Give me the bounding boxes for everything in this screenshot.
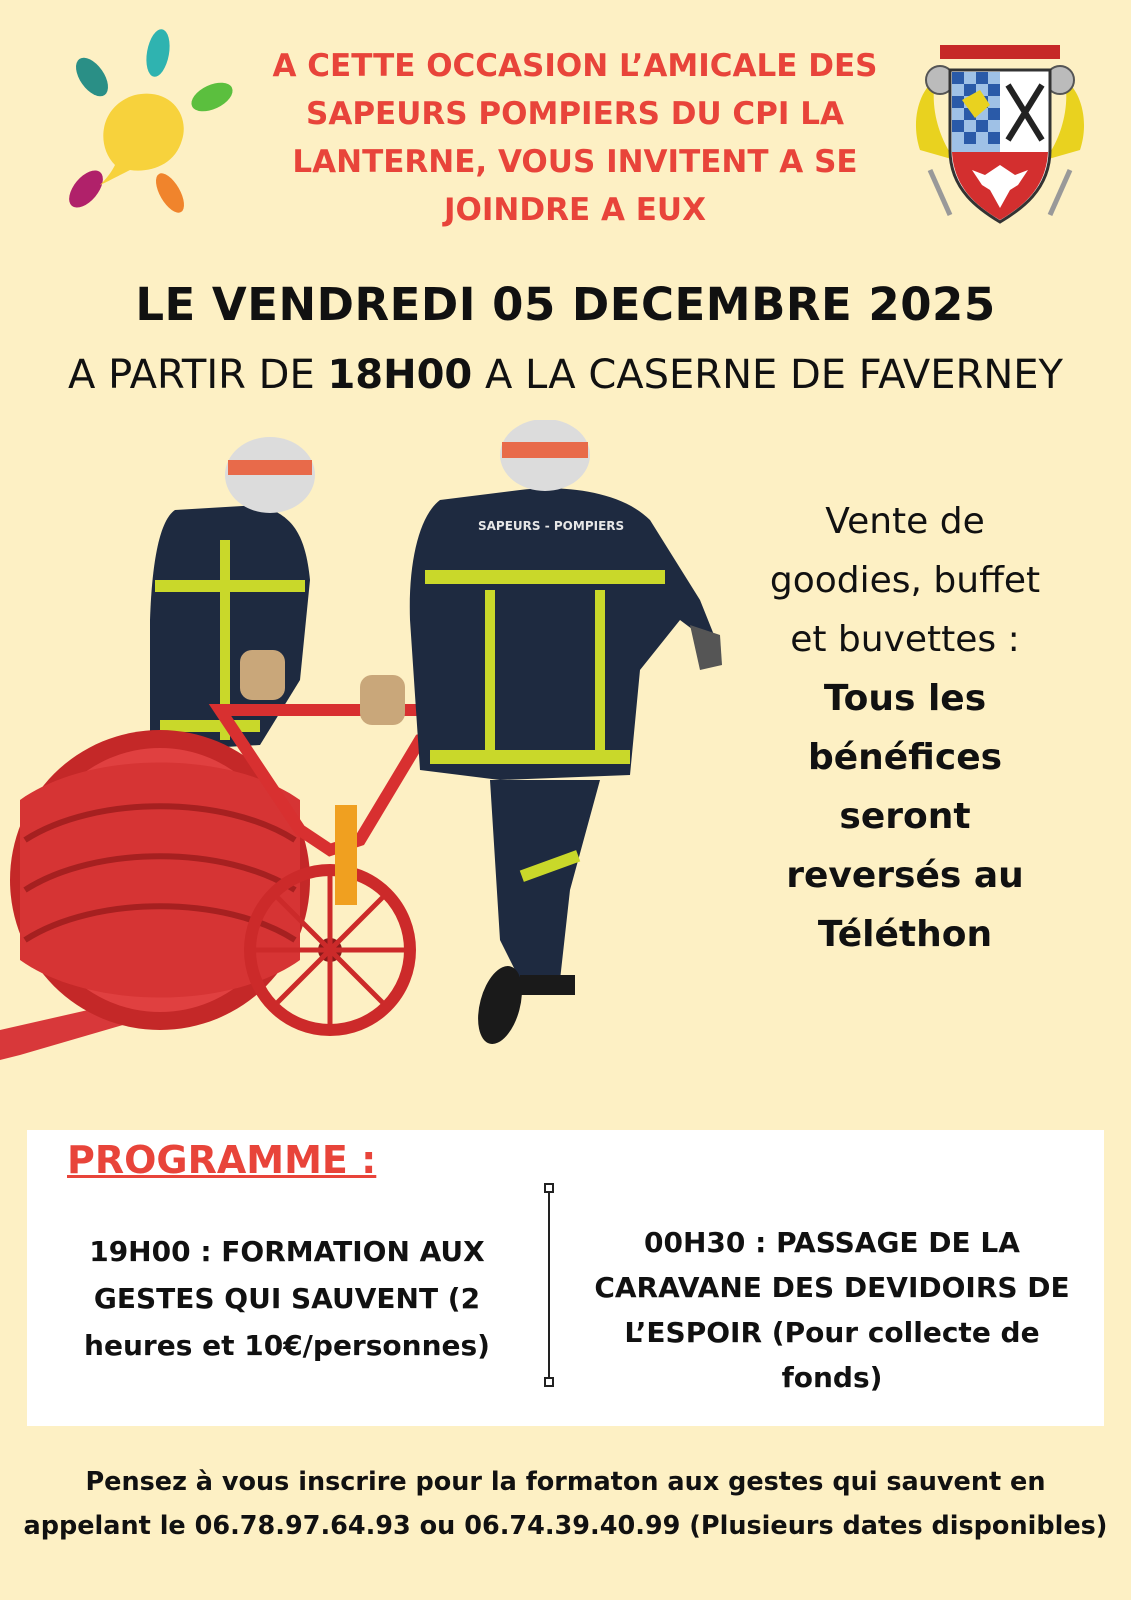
programme-title: PROGRAMME : [67, 1138, 377, 1182]
firefighter-photo [0, 420, 760, 1080]
jacket-text: SAPEURS - POMPIERS [478, 519, 625, 533]
side-bold-line: Tous les [823, 678, 987, 719]
intro-line: LANTERNE, VOUS INVITENT A SE [292, 144, 858, 180]
intro-line: A CETTE OCCASION L’AMICALE DES [272, 48, 878, 84]
firefighter-left [150, 437, 315, 750]
side-line: et buvettes : [790, 619, 1020, 660]
programme-line: fonds) [781, 1361, 883, 1394]
programme-item-left [47, 1228, 527, 1369]
hose-reel [10, 710, 470, 1030]
programme-line: GESTES QUI SAUVENT (2 [93, 1282, 481, 1315]
intro-text [255, 42, 895, 234]
time-prefix: A PARTIR DE [68, 352, 328, 398]
side-line: Vente de [825, 501, 985, 542]
side-bold-line: bénéfices [807, 737, 1003, 778]
footer-line: appelant le 06.78.97.64.93 ou 06.74.39.40.99 (Plusieurs dates disponibles) [23, 1511, 1108, 1541]
programme-divider [543, 1182, 555, 1388]
side-text [740, 492, 1070, 964]
intro-line: SAPEURS POMPIERS DU CPI LA [306, 96, 844, 132]
programme-item-right [582, 1220, 1082, 1400]
firefighter-crest-icon [910, 40, 1090, 230]
side-bold-line: reversés au [786, 855, 1024, 896]
programme-line: 00H30 : PASSAGE DE LA [644, 1226, 1020, 1259]
footer-line: Pensez à vous inscrire pour la formaton aux gestes qui sauvent en [85, 1467, 1046, 1497]
side-bold-line: Téléthon [817, 914, 993, 955]
programme-line: heures et 10€/personnes) [84, 1329, 490, 1362]
programme-line: 19H00 : FORMATION AUX [89, 1235, 485, 1268]
time-suffix: A LA CASERNE DE FAVERNEY [472, 352, 1063, 398]
event-time-location [0, 352, 1131, 398]
footer-note [0, 1460, 1131, 1548]
programme-line: CARAVANE DES DEVIDOIRS DE [594, 1271, 1070, 1304]
programme-box [27, 1130, 1104, 1426]
intro-line: JOINDRE A EUX [444, 192, 706, 228]
side-line: goodies, buffet [769, 560, 1041, 601]
event-time: 18H00 [327, 352, 473, 398]
event-date: LE VENDREDI 05 DECEMBRE 2025 [135, 278, 996, 331]
programme-line: L’ESPOIR (Pour collecte de [624, 1316, 1040, 1349]
side-bold-line: seront [839, 796, 971, 837]
sun-logo-icon [60, 25, 240, 225]
